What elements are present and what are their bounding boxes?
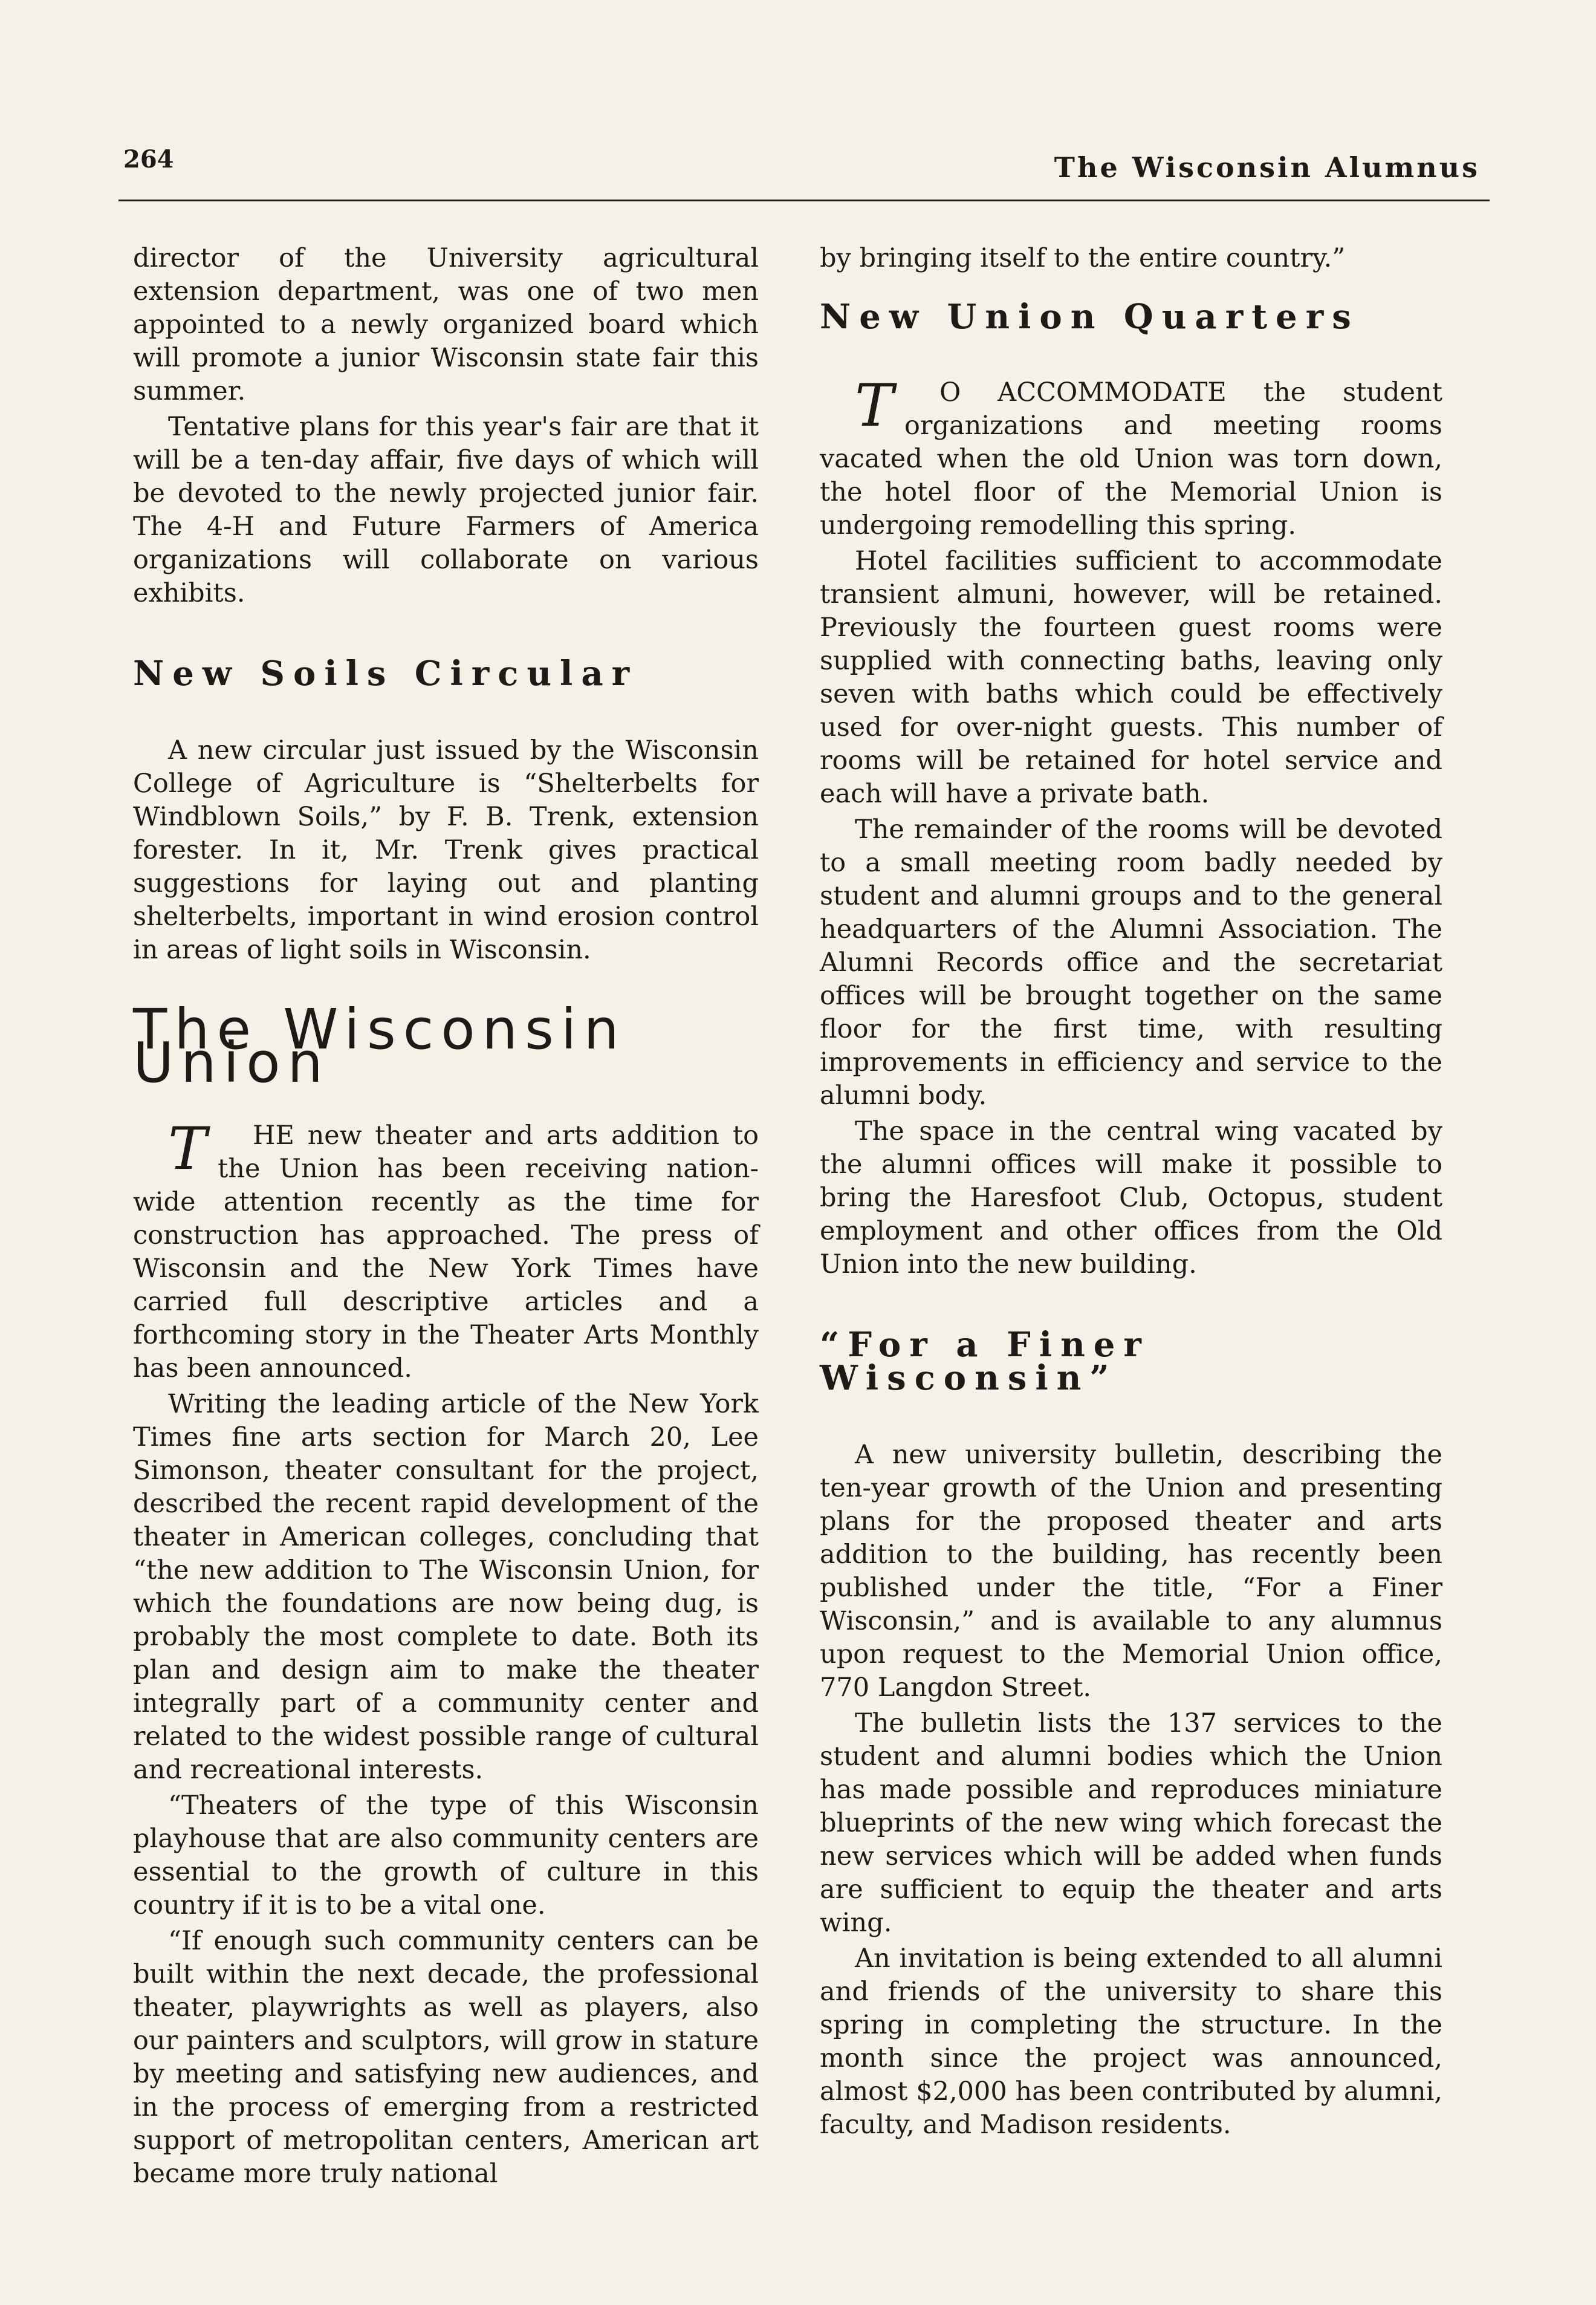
running-title: The Wisconsin Alumnus: [1054, 151, 1480, 184]
page-number: 264: [123, 145, 174, 174]
paragraph: Tentative plans for this year's fair are that it will be a ten-day affair, five days of which will be devoted to the newly projected junior fair. The 4-H and Future Farmers of America organizations will collaborate on various exhibits.: [133, 412, 759, 608]
paragraph: Writing the leading article of the New York Times fine arts section for March 20, Lee Simonson, theater consultant for the project, described the recent rapid development of the theater in American colleges, concluding that “the new addition to The Wisconsin Union, for which the foundations are now being dug, is probably the most complete to date. Both its plan and design aim to make the theater integrally part of a community center and related to the widest possible range of cultural and recreational interests.: [133, 1389, 759, 1785]
section-heading-quarters: New Union Quarters: [820, 297, 1360, 337]
paragraph: The space in the central wing vacated by the alumni offices will make it possible to bring the Haresfoot Club, Octopus, student employment and other offices from the Old Union into the new building.: [820, 1116, 1442, 1279]
drop-cap: T: [168, 1115, 207, 1183]
paragraph-text: O ACCOMMODATE the student organizations and meeting rooms vacated when the old Union was torn down, the hotel floor of the Memorial Union is undergoing remodelling this spring.: [820, 377, 1442, 541]
paragraph: The remainder of the rooms will be devoted to a small meeting room badly needed by student and alumni groups and to the general headquarters of the Alumni Association. The Alumni Records office and the secretariat offices will be brought together on the same floor for the first time, with resulting improvements in efficiency and service to the alumni body.: [820, 814, 1442, 1111]
section-heading-finer: “For a Finer Wisconsin”: [820, 1325, 1150, 1398]
article-title-union: The Wisconsin Union: [133, 997, 626, 1095]
paragraph: “Theaters of the type of this Wisconsin playhouse that are also community centers are essential to the growth of culture in this country if it is to be a vital one.: [133, 1790, 759, 1920]
left-column: [133, 242, 759, 2193]
paragraph-text: HE new theater and arts addition to the Union has been receiving nation-wide attention recently as the time for construction has approached. The press of Wisconsin and the New York Times have carried full descriptive articles and a forthcoming story in the Theater Arts Monthly has been announced.: [133, 1120, 759, 1383]
paragraph: An invitation is being extended to all alumni and friends of the university to share this spring in completing the structure. In the month since the project was announced, almost $2,000 has been contributed by alumni, faculty, and Madison residents.: [820, 1943, 1442, 2140]
paragraph: director of the University agricultural extension department, was one of two men appointed to a newly organized board which will promote a junior Wisconsin state fair this summer.: [133, 243, 759, 406]
right-column: [820, 242, 1442, 2144]
drop-cap: T: [855, 372, 894, 440]
paragraph-dropcap: [820, 372, 1442, 542]
paragraph: by bringing itself to the entire country.”: [820, 243, 1346, 273]
paragraph: “If enough such community centers can be built within the next decade, the professional theater, playwrights as well as players, also our painters and sculptors, will grow in stature by meeting and satisfying new audiences, and in the process of emerging from a restricted support of metropolitan centers, American art became more truly national: [133, 1926, 759, 2189]
paragraph-dropcap: [133, 1115, 759, 1385]
paragraph: The bulletin lists the 137 services to the student and alumni bodies which the Union has made possible and reproduces miniature blueprints of the new wing which forecast the new services which will be added when funds are sufficient to equip the theater and arts wing.: [820, 1708, 1442, 1938]
paragraph: Hotel facilities sufficient to accommodate transient almuni, however, will be retained. Previously the fourteen guest rooms were supplied with connecting baths, leaving only seven with baths which could be effectively used for over-night guests. This number of rooms will be retained for hotel service and each will have a private bath.: [820, 546, 1442, 809]
paragraph: A new university bulletin, describing the ten-year growth of the Union and presenting plans for the proposed theater and arts addition to the building, has recently been published under the title, “For a Finer Wisconsin,” and is available to any alumnus upon request to the Memorial Union office, 770 Langdon Street.: [820, 1440, 1442, 1703]
paragraph: A new circular just issued by the Wisconsin College of Agriculture is “Shelterbelts for Windblown Soils,” by F. B. Trenk, extension forester. In it, Mr. Trenk gives practical suggestions for laying out and planting shelterbelts, important in wind erosion control in areas of light soils in Wisconsin.: [133, 735, 759, 965]
header-rule: [118, 200, 1490, 201]
section-heading-soils: New Soils Circular: [133, 654, 638, 694]
